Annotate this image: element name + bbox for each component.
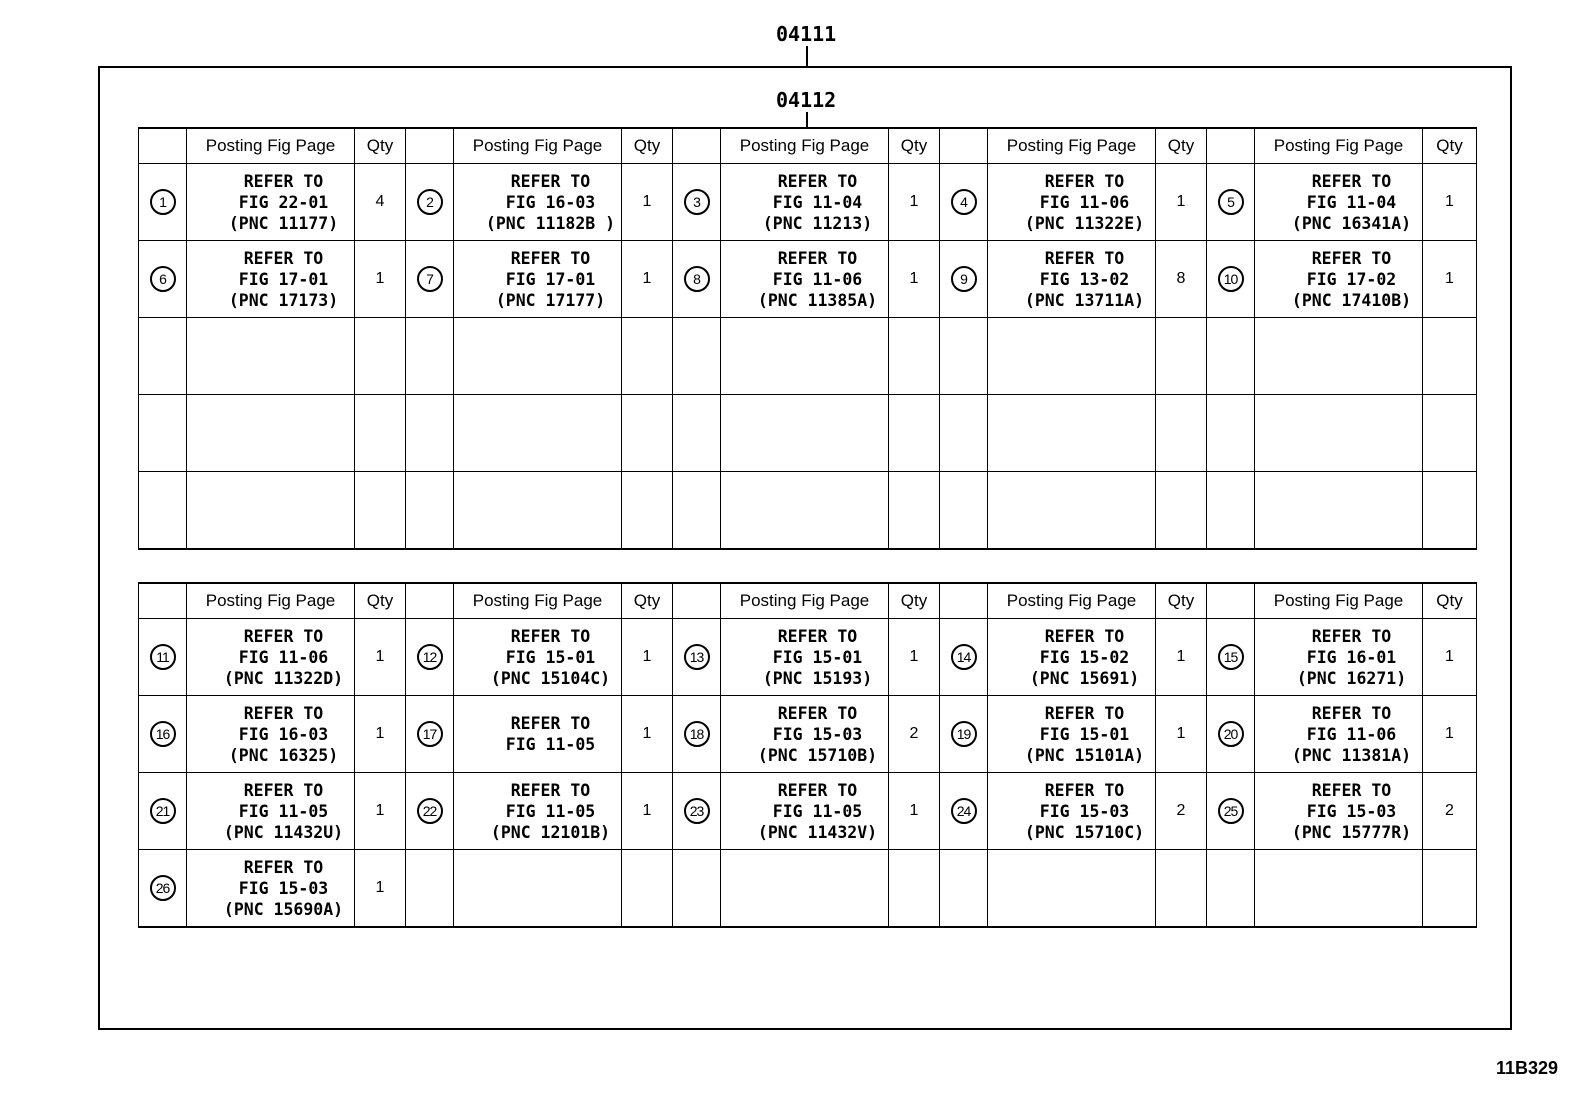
item-number-cell	[940, 241, 988, 318]
item-number-cell	[139, 773, 187, 850]
reference-cell	[988, 472, 1156, 550]
header-posting-cell: Posting Fig Page	[988, 128, 1156, 164]
outer-leader-line	[806, 46, 808, 66]
qty-cell: 1	[622, 241, 673, 318]
item-number-callout: 9	[951, 266, 977, 292]
item-number-callout: 4	[951, 189, 977, 215]
item-number-cell	[406, 773, 454, 850]
reference-cell: REFER TO FIG 11-04 (PNC 11213)	[721, 164, 889, 241]
item-number-callout: 21	[150, 798, 176, 824]
header-qty-cell: Qty	[355, 583, 406, 619]
header-qty-cell: Qty	[622, 583, 673, 619]
qty-cell	[1156, 318, 1207, 395]
qty-cell: 2	[889, 696, 940, 773]
table-row	[139, 696, 1477, 773]
item-number-callout: 7	[417, 266, 443, 292]
item-number-cell	[940, 850, 988, 928]
item-number-callout: 22	[417, 798, 443, 824]
item-number-callout: 16	[150, 721, 176, 747]
reference-cell: REFER TO FIG 17-01 (PNC 17173)	[187, 241, 355, 318]
header-posting-cell: Posting Fig Page	[988, 583, 1156, 619]
header-posting-cell: Posting Fig Page	[454, 128, 622, 164]
header-blank-cell	[139, 128, 187, 164]
item-number-callout: 13	[684, 644, 710, 670]
qty-cell	[889, 395, 940, 472]
qty-cell: 1	[1156, 619, 1207, 696]
qty-cell: 1	[1423, 619, 1477, 696]
qty-cell: 1	[889, 619, 940, 696]
header-blank-cell	[1207, 583, 1255, 619]
reference-cell: REFER TO FIG 11-06 (PNC 11322D)	[187, 619, 355, 696]
qty-cell: 1	[622, 619, 673, 696]
parts-table-1	[138, 127, 1477, 550]
header-blank-cell	[406, 128, 454, 164]
reference-cell	[988, 318, 1156, 395]
item-number-cell	[139, 241, 187, 318]
header-posting-cell: Posting Fig Page	[1255, 583, 1423, 619]
reference-cell	[187, 472, 355, 550]
reference-cell: REFER TO FIG 15-01 (PNC 15104C)	[454, 619, 622, 696]
reference-cell: REFER TO FIG 16-03 (PNC 16325)	[187, 696, 355, 773]
header-posting-cell: Posting Fig Page	[721, 128, 889, 164]
item-number-cell	[673, 773, 721, 850]
reference-cell	[988, 395, 1156, 472]
qty-cell: 1	[622, 773, 673, 850]
item-number-callout: 14	[951, 644, 977, 670]
item-number-callout: 23	[684, 798, 710, 824]
item-number-cell	[406, 318, 454, 395]
header-qty-cell: Qty	[622, 128, 673, 164]
qty-cell: 1	[1156, 164, 1207, 241]
reference-cell: REFER TO FIG 15-03 (PNC 15710C)	[988, 773, 1156, 850]
reference-cell: REFER TO FIG 22-01 (PNC 11177)	[187, 164, 355, 241]
outer-assembly-label: 04111	[776, 22, 837, 46]
reference-cell	[721, 318, 889, 395]
qty-cell: 1	[622, 696, 673, 773]
qty-cell	[1156, 850, 1207, 928]
reference-cell	[721, 395, 889, 472]
header-posting-cell: Posting Fig Page	[721, 583, 889, 619]
header-blank-cell	[940, 583, 988, 619]
qty-cell	[889, 472, 940, 550]
qty-cell: 2	[1156, 773, 1207, 850]
item-number-callout: 5	[1218, 189, 1244, 215]
qty-cell	[1156, 395, 1207, 472]
item-number-cell	[1207, 241, 1255, 318]
header-qty-cell: Qty	[889, 583, 940, 619]
qty-cell: 1	[355, 696, 406, 773]
table-row	[139, 773, 1477, 850]
reference-cell: REFER TO FIG 11-05 (PNC 11432V)	[721, 773, 889, 850]
reference-cell	[454, 395, 622, 472]
item-number-cell	[673, 164, 721, 241]
inner-leader-line	[806, 112, 808, 128]
item-number-cell	[139, 696, 187, 773]
item-number-cell	[673, 241, 721, 318]
qty-cell	[622, 850, 673, 928]
qty-cell	[1423, 395, 1477, 472]
item-number-cell	[1207, 619, 1255, 696]
item-number-cell	[940, 395, 988, 472]
reference-cell: REFER TO FIG 11-06 (PNC 11385A)	[721, 241, 889, 318]
qty-cell: 1	[1156, 696, 1207, 773]
header-posting-cell: Posting Fig Page	[1255, 128, 1423, 164]
qty-cell: 1	[355, 850, 406, 928]
table-row	[139, 241, 1477, 318]
item-number-callout: 15	[1218, 644, 1244, 670]
reference-cell: REFER TO FIG 17-01 (PNC 17177)	[454, 241, 622, 318]
item-number-cell	[139, 472, 187, 550]
qty-cell	[1423, 318, 1477, 395]
item-number-cell	[1207, 395, 1255, 472]
item-number-cell	[406, 850, 454, 928]
header-qty-cell: Qty	[355, 128, 406, 164]
item-number-cell	[940, 472, 988, 550]
item-number-cell	[1207, 773, 1255, 850]
reference-cell	[454, 850, 622, 928]
table-row	[139, 164, 1477, 241]
header-row	[139, 128, 1477, 164]
item-number-cell	[673, 395, 721, 472]
reference-cell	[721, 472, 889, 550]
qty-cell	[622, 318, 673, 395]
reference-cell: REFER TO FIG 17-02 (PNC 17410B)	[1255, 241, 1423, 318]
reference-cell	[454, 318, 622, 395]
qty-cell	[1156, 472, 1207, 550]
reference-cell: REFER TO FIG 15-03 (PNC 15777R)	[1255, 773, 1423, 850]
item-number-cell	[406, 619, 454, 696]
item-number-callout: 3	[684, 189, 710, 215]
item-number-cell	[1207, 318, 1255, 395]
inner-assembly-label: 04112	[776, 88, 837, 112]
qty-cell	[1423, 472, 1477, 550]
item-number-cell	[940, 619, 988, 696]
qty-cell: 1	[355, 773, 406, 850]
reference-cell: REFER TO FIG 15-01 (PNC 15101A)	[988, 696, 1156, 773]
item-number-callout: 24	[951, 798, 977, 824]
item-number-cell	[406, 164, 454, 241]
reference-cell: REFER TO FIG 11-05 (PNC 11432U)	[187, 773, 355, 850]
qty-cell: 1	[355, 619, 406, 696]
qty-cell: 1	[889, 164, 940, 241]
item-number-cell	[673, 619, 721, 696]
header-blank-cell	[1207, 128, 1255, 164]
item-number-cell	[1207, 850, 1255, 928]
table-row	[139, 472, 1477, 550]
reference-cell	[1255, 318, 1423, 395]
qty-cell	[889, 318, 940, 395]
reference-cell	[1255, 472, 1423, 550]
reference-cell: REFER TO FIG 16-03 (PNC 11182B )	[454, 164, 622, 241]
qty-cell: 4	[355, 164, 406, 241]
table-row	[139, 318, 1477, 395]
item-number-cell	[406, 395, 454, 472]
item-number-cell	[406, 241, 454, 318]
qty-cell: 2	[1423, 773, 1477, 850]
qty-cell	[622, 472, 673, 550]
header-qty-cell: Qty	[1423, 583, 1477, 619]
header-blank-cell	[673, 128, 721, 164]
header-posting-cell: Posting Fig Page	[187, 583, 355, 619]
item-number-cell	[406, 472, 454, 550]
header-qty-cell: Qty	[1423, 128, 1477, 164]
item-number-cell	[673, 696, 721, 773]
reference-cell: REFER TO FIG 13-02 (PNC 13711A)	[988, 241, 1156, 318]
item-number-cell	[1207, 472, 1255, 550]
item-number-callout: 20	[1218, 721, 1244, 747]
item-number-callout: 6	[150, 266, 176, 292]
item-number-callout: 1	[150, 189, 176, 215]
qty-cell: 8	[1156, 241, 1207, 318]
reference-cell	[187, 395, 355, 472]
qty-cell: 1	[622, 164, 673, 241]
qty-cell	[1423, 850, 1477, 928]
header-blank-cell	[139, 583, 187, 619]
reference-cell: REFER TO FIG 16-01 (PNC 16271)	[1255, 619, 1423, 696]
qty-cell: 1	[889, 241, 940, 318]
item-number-cell	[673, 850, 721, 928]
item-number-cell	[1207, 696, 1255, 773]
item-number-cell	[940, 773, 988, 850]
item-number-cell	[406, 696, 454, 773]
reference-cell: REFER TO FIG 15-02 (PNC 15691)	[988, 619, 1156, 696]
reference-cell	[1255, 850, 1423, 928]
qty-cell	[355, 318, 406, 395]
reference-cell: REFER TO FIG 15-01 (PNC 15193)	[721, 619, 889, 696]
qty-cell: 1	[1423, 696, 1477, 773]
qty-cell: 1	[355, 241, 406, 318]
header-posting-cell: Posting Fig Page	[454, 583, 622, 619]
header-qty-cell: Qty	[1156, 583, 1207, 619]
table-row	[139, 850, 1477, 928]
reference-cell: REFER TO FIG 15-03 (PNC 15690A)	[187, 850, 355, 928]
item-number-cell	[1207, 164, 1255, 241]
table-row	[139, 395, 1477, 472]
qty-cell	[355, 395, 406, 472]
item-number-callout: 12	[417, 644, 443, 670]
qty-cell: 1	[1423, 241, 1477, 318]
reference-cell: REFER TO FIG 11-05	[454, 696, 622, 773]
header-qty-cell: Qty	[889, 128, 940, 164]
item-number-callout: 17	[417, 721, 443, 747]
qty-cell	[622, 395, 673, 472]
item-number-callout: 25	[1218, 798, 1244, 824]
item-number-callout: 19	[951, 721, 977, 747]
header-qty-cell: Qty	[1156, 128, 1207, 164]
reference-cell: REFER TO FIG 11-04 (PNC 16341A)	[1255, 164, 1423, 241]
qty-cell	[355, 472, 406, 550]
header-blank-cell	[940, 128, 988, 164]
header-blank-cell	[406, 583, 454, 619]
header-blank-cell	[673, 583, 721, 619]
reference-cell	[1255, 395, 1423, 472]
reference-cell	[454, 472, 622, 550]
item-number-cell	[940, 164, 988, 241]
parts-table-2	[138, 582, 1477, 928]
item-number-cell	[940, 318, 988, 395]
page-code: 11B329	[1495, 1058, 1558, 1078]
qty-cell: 1	[889, 773, 940, 850]
reference-cell: REFER TO FIG 11-06 (PNC 11381A)	[1255, 696, 1423, 773]
item-number-cell	[139, 395, 187, 472]
item-number-callout: 8	[684, 266, 710, 292]
qty-cell	[889, 850, 940, 928]
qty-cell: 1	[1423, 164, 1477, 241]
item-number-cell	[139, 850, 187, 928]
header-row	[139, 583, 1477, 619]
item-number-cell	[673, 318, 721, 395]
item-number-cell	[139, 164, 187, 241]
header-posting-cell: Posting Fig Page	[187, 128, 355, 164]
reference-cell: REFER TO FIG 11-05 (PNC 12101B)	[454, 773, 622, 850]
reference-cell: REFER TO FIG 11-06 (PNC 11322E)	[988, 164, 1156, 241]
item-number-cell	[940, 696, 988, 773]
item-number-cell	[139, 318, 187, 395]
table-row	[139, 619, 1477, 696]
item-number-callout: 10	[1218, 266, 1244, 292]
reference-cell	[988, 850, 1156, 928]
item-number-callout: 18	[684, 721, 710, 747]
reference-cell	[721, 850, 889, 928]
item-number-callout: 11	[150, 644, 176, 670]
reference-cell	[187, 318, 355, 395]
item-number-callout: 2	[417, 189, 443, 215]
item-number-cell	[673, 472, 721, 550]
reference-cell: REFER TO FIG 15-03 (PNC 15710B)	[721, 696, 889, 773]
item-number-cell	[139, 619, 187, 696]
item-number-callout: 26	[150, 875, 176, 901]
